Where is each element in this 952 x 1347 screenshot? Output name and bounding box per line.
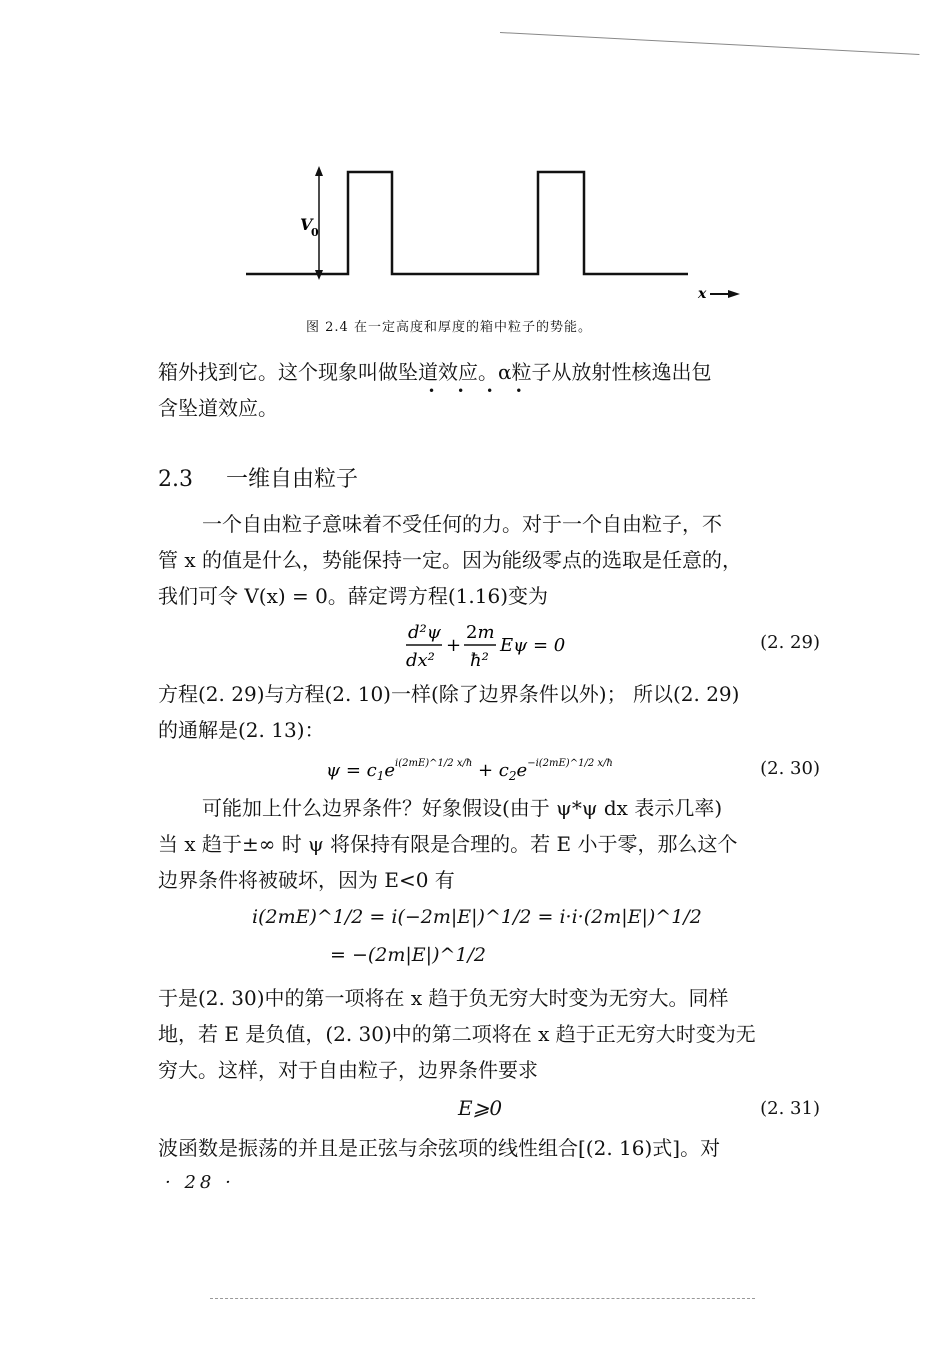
paragraph-boundary <box>158 790 820 898</box>
paragraph-free-particle <box>158 506 820 614</box>
svg-text:ħ²: ħ² <box>470 650 489 671</box>
paragraph-divergence <box>158 980 820 1088</box>
text-line: 于是(2. 30)中的第一项将在 x 趋于负无穷大时变为无穷大。同样 <box>158 986 729 1010</box>
text-line: 当 x 趋于±∞ 时 ψ 将保持有限是合理的。若 E 小于零，那么这个 <box>158 832 738 856</box>
text-line: 方程(2. 29)与方程(2. 10)一样(除了边界条件以外)； 所以(2. 29) <box>158 682 740 706</box>
equation-2-30 <box>320 750 680 784</box>
equation-2-31: E⩾0 <box>458 1096 503 1120</box>
x-axis-label: x <box>698 286 707 302</box>
text-line: 箱外找到它。这个现象叫做坠道效应。α粒子从放射性核逸出包 <box>158 360 712 384</box>
v0-subscript: 0 <box>311 226 319 239</box>
equation-2-29 <box>400 618 600 674</box>
svg-text:ψ = c1ei(2mE)^1/2 x/ħ + c2e−i(: $\psi = c_1e^{i(2mE)\^{}1/2 x/ħ} + c_2e^{-i(2mE)\^{}1/2 x/ħ}$ <box>326 758 613 783</box>
equation-negative-energy-2: = −(2m|E|)^1/2 <box>330 944 486 966</box>
text-line: 管 x 的值是什么，势能保持一定。因为能级零点的选取是任意的， <box>158 548 742 572</box>
emphasis-dots: •••• <box>428 384 545 398</box>
equation-number: (2. 30) <box>760 758 820 779</box>
svg-text:2m: 2m <box>466 622 495 643</box>
scan-artifact-bottom <box>210 1298 755 1299</box>
text-line: 含坠道效应。 <box>158 396 278 420</box>
x-arrow-head <box>728 290 740 298</box>
text-line: 一个自由粒子意味着不受任何的力。对于一个自由粒子，不 <box>202 512 722 536</box>
text-line: 我们可令 V(x) = 0。薛定谔方程(1.16)变为 <box>158 584 549 608</box>
text-line: 穷大。这样，对于自由粒子，边界条件要求 <box>158 1058 538 1082</box>
text-line: 波函数是振荡的并且是正弦与余弦项的线性组合[(2. 16)式]。对 <box>158 1136 721 1160</box>
equation-tail: Eψ = 0 <box>500 635 566 656</box>
potential-well-figure <box>240 160 750 310</box>
section-number: 2.3 <box>158 467 193 492</box>
paragraph-general-solution <box>158 676 820 748</box>
section-title: 一维自由粒子 <box>226 467 359 492</box>
equation-negative-energy-1: i(2mE)^1/2 = i(−2m|E|)^1/2 = i·i·(2m|E|)^1/2 <box>252 906 702 928</box>
paragraph-oscillation <box>158 1130 820 1166</box>
text-line: 的通解是(2. 13)： <box>158 718 325 742</box>
equation-number: (2. 29) <box>760 632 820 653</box>
text-line: 可能加上什么边界条件？好象假设(由于 ψ*ψ dx 表示几率) <box>202 796 723 820</box>
scan-artifact-top <box>500 32 919 55</box>
page-number: · 28 · <box>165 1172 235 1193</box>
text-line: 边界条件将被破坏，因为 E<0 有 <box>158 868 455 892</box>
svg-text:dx²: dx² <box>406 650 435 671</box>
equation-number: (2. 31) <box>760 1098 820 1119</box>
section-heading <box>158 462 358 493</box>
figure-caption: 图 2.4 在一定高度和厚度的箱中粒子的势能。 <box>306 320 592 335</box>
svg-text:d²ψ: d²ψ <box>408 622 441 643</box>
v0-label: V <box>300 215 313 234</box>
svg-text:+: + <box>446 635 462 656</box>
text-line: 地，若 E 是负值，(2. 30)中的第二项将在 x 趋于正无穷大时变为无 <box>158 1022 756 1046</box>
